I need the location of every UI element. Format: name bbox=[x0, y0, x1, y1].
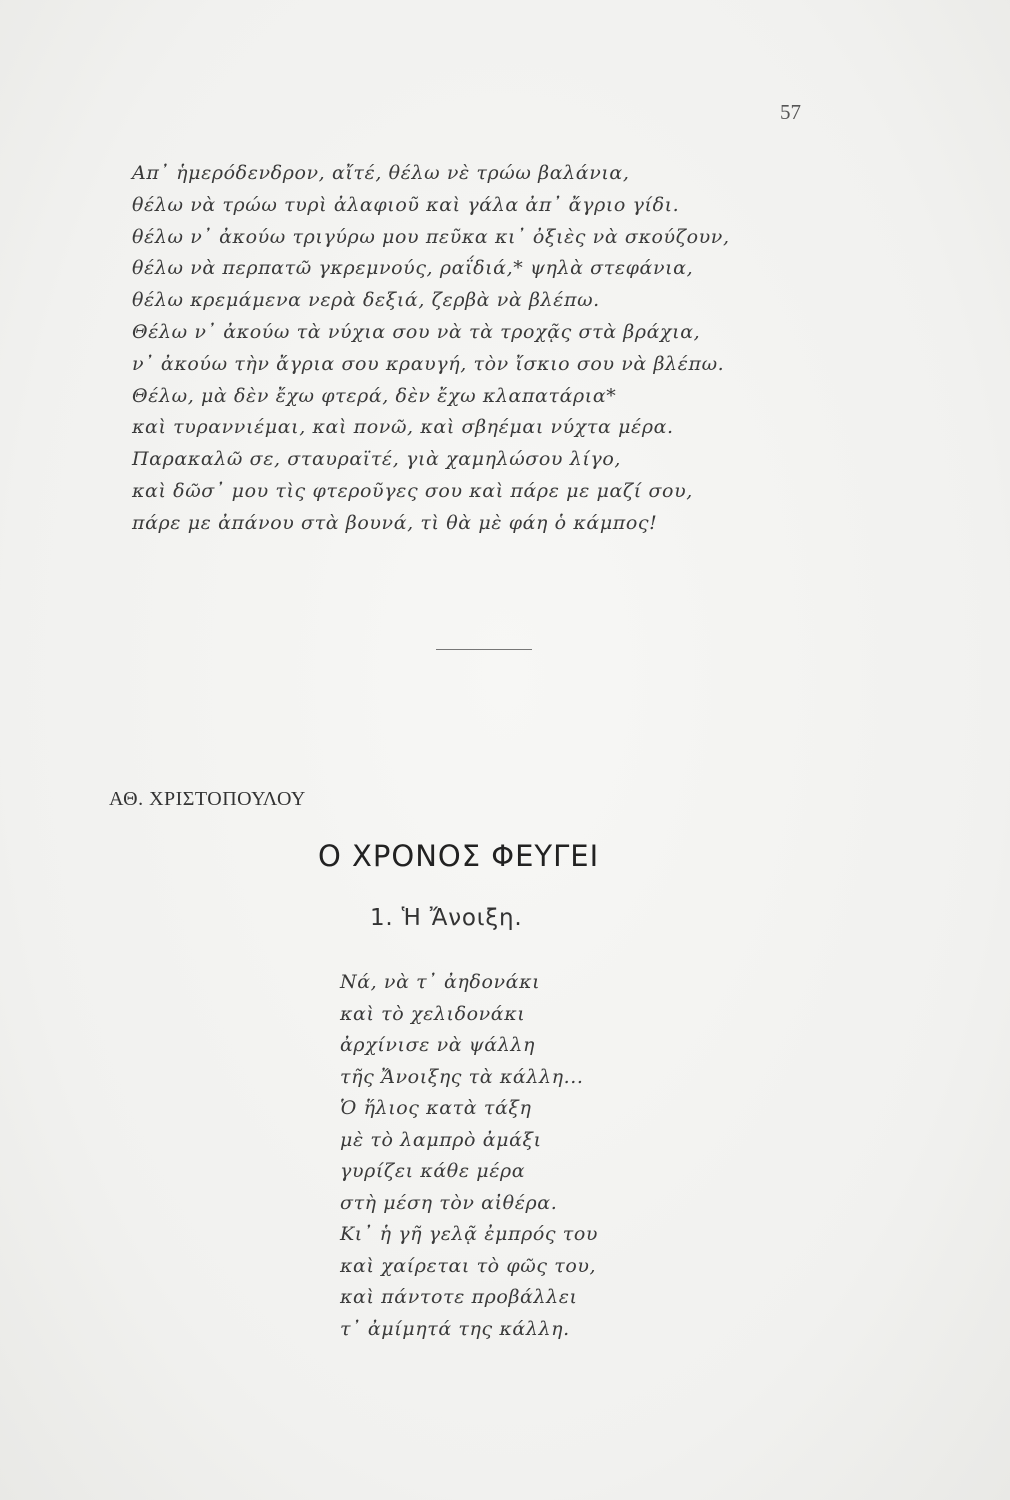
previous-poem-ending bbox=[132, 158, 832, 540]
poem-line: Παρακαλῶ σε, σταυραϊτέ, γιὰ χαμηλώσου λίγο, bbox=[132, 448, 622, 471]
poem-title: Ο ΧΡΟΝΟΣ ΦΕΥΓΕΙ bbox=[318, 839, 600, 873]
poem-line: καὶ δῶσ᾽ μου τὶς φτεροῦγες σου καὶ πάρε με μαζί σου, bbox=[132, 479, 693, 502]
poem-line: Ὁ ἥλιος κατὰ τάξη bbox=[340, 1097, 532, 1119]
poem-line: πάρε με ἀπάνου στὰ βουνά, τὶ θὰ μὲ φάη ὁ κάμπος! bbox=[132, 511, 658, 534]
poem-line: τ᾽ ἀμίμητά της κάλλη. bbox=[340, 1317, 570, 1340]
poem-line: ν᾽ ἀκούω τὴν ἄγρια σου κραυγή, τὸν ἴσκιο σου νὰ βλέπω. bbox=[132, 352, 725, 375]
poem-line: Θέλω, μὰ δὲν ἔχω φτερά, δὲν ἔχω κλαπατάρια* bbox=[132, 384, 617, 407]
author-name: ΑΘ. ΧΡΙΣΤΟΠΟΥΛΟΥ bbox=[109, 788, 306, 810]
page-number: 57 bbox=[780, 100, 801, 124]
poem-line: Απ᾽ ἡμερόδενδρον, αἴτέ, θέλω νὲ τρώω βαλάνια, bbox=[132, 162, 630, 184]
poem-line: καὶ χαίρεται τὸ φῶς του, bbox=[340, 1254, 597, 1277]
poem-line: Κι᾽ ἡ γῆ γελᾷ ἐμπρός του bbox=[340, 1223, 599, 1245]
poem-line: καὶ τὸ χελιδονάκι bbox=[340, 1002, 526, 1025]
poem-line: θέλω νὰ περπατῶ γκρεμνούς, ραΐδιά,* ψηλὰ στεφάνια, bbox=[132, 257, 694, 280]
poem-line: μὲ τὸ λαμπρὸ ἀμάξι bbox=[340, 1128, 542, 1151]
poem-line: στὴ μέση τὸν αἰθέρα. bbox=[340, 1191, 558, 1214]
poem-line: θέλω ν᾽ ἀκούω τριγύρω μου πεῦκα κι᾽ ὀξιὲς νὰ σκούζουν, bbox=[132, 225, 730, 248]
section-heading: 1. Ἡ Ἄνοιξη. bbox=[370, 905, 523, 931]
poem-line: τῆς Ἄνοιξης τὰ κάλλη... bbox=[340, 1065, 584, 1088]
poem-line: θέλω κρεμάμενα νερὰ δεξιά, ζερβὰ νὰ βλέπω. bbox=[132, 289, 600, 312]
main-poem bbox=[340, 967, 740, 1345]
poem-line: καὶ πάντοτε προβάλλει bbox=[340, 1286, 578, 1308]
section-divider bbox=[436, 649, 532, 650]
poem-line: Θέλω ν᾽ ἀκούω τὰ νύχια σου νὰ τὰ τροχᾷς στὰ βράχια, bbox=[132, 320, 701, 343]
poem-line: Νά, νὰ τ᾽ ἀηδονάκι bbox=[340, 971, 541, 993]
poem-line: ἀρχίνισε νὰ ψάλλη bbox=[340, 1034, 535, 1056]
poem-line: θέλω νὰ τρώω τυρὶ ἀλαφιοῦ καὶ γάλα ἀπ᾽ ἄγριο γίδι. bbox=[132, 193, 680, 216]
poem-line: καὶ τυραννιέμαι, καὶ πονῶ, καὶ σβηέμαι νύχτα μέρα. bbox=[132, 416, 674, 439]
poem-line: γυρίζει κάθε μέρα bbox=[340, 1160, 526, 1182]
